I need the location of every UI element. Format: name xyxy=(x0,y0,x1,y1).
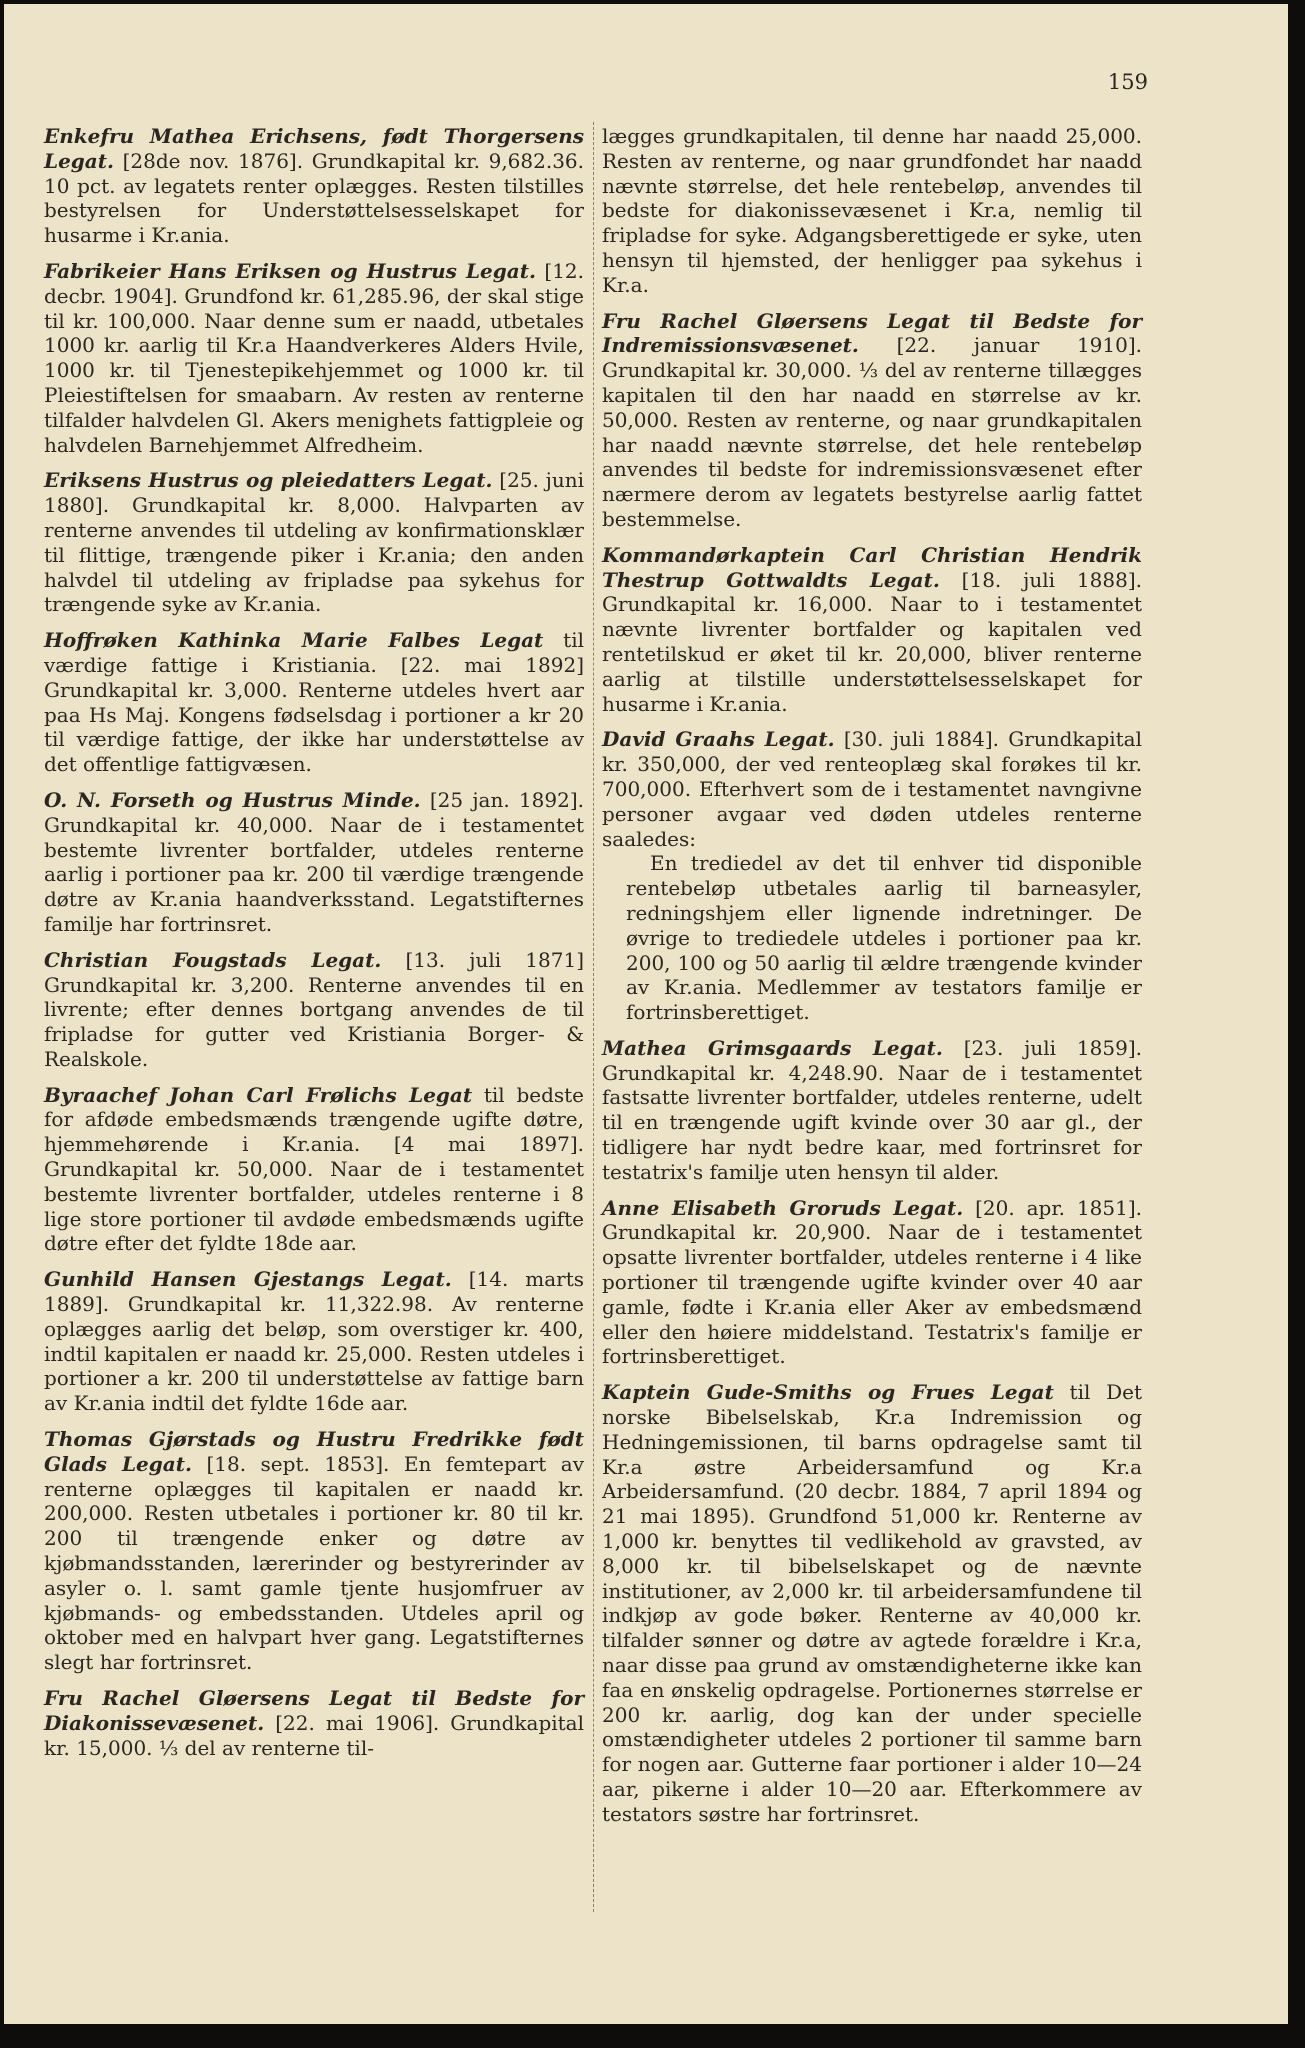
legacy-entry xyxy=(44,468,584,617)
right-column xyxy=(602,124,1142,1838)
entry-text: til Det norske Bibelselskab, Kr.a Indremission og Hedningemissionen, til barns opdragelse samt til Kr.a østre Arbeidersamfund og Kr.a Arbeidersamfund. (20 decbr. 1884, 7 april 1894 og 21 mai 1895). Grundfond 51,000 kr. Renterne av 1,000 kr. benyttes til vedlikehold av gravsted, av 8,000 kr. til bibelselskapet og de nævnte institutioner, av 2,000 kr. til arbeidersamfundene til indkjøp av gode bøker. Renterne av 40,000 kr. tilfalder sønner og døtre av agtede forældre i Kr.a, naar disse paa grund av omstændigheterne ikke kan faa en ønskelig opdragelse. Portionernes størrelse er 200 kr. aarlig, dog kan der under specielle omstændigheter utdeles 2 portioner til samme barn for nogen aar. Gutterne faar portioner i alder 10—24 aar, pikerne i alder 10—20 aar. Efterkommere av testators søstre har fortrinsret. xyxy=(602,1380,1143,1826)
legacy-entry-continuation xyxy=(602,124,1142,298)
entry-text: [13. juli 1871] Grundkapital kr. 3,200. Renterne anvendes til en livrente; efter dennes bortgang anvendes de til fripladse for gutter ved Kristiania Borger- & Realskole. xyxy=(44,947,585,1071)
entry-title: Anne Elisabeth Groruds Legat. xyxy=(602,1195,964,1220)
entry-title: Fru Rachel Gløersens Legat til Bedste for Indremissionsvæsenet. xyxy=(602,308,1142,358)
entry-title: Byraachef Johan Carl Frølichs Legat xyxy=(44,1082,473,1107)
entry-text: [12. decbr. 1904]. Grundfond kr. 61,285.96, der skal stige til kr. 100,000. Naar denne sum er naadd, utbetales 1000 kr. aarlig til Kr.a Haandverkeres Alders Hvile, 1000 kr. til Tjenestepikehjemmet og 1000 kr. til Pleiestiftelsen for smaabarn. Av resten av renterne tilfalder halvdelen Gl. Akers menighets fattigpleie og halvdelen Barnehjemmet Alfredheim. xyxy=(44,258,584,457)
entry-text: [25 jan. 1892]. Grundkapital kr. 40,000. Naar de i testamentet bestemte livrenter bortfalder, utdeles renterne aarlig i portioner paa kr. 200 til værdige trængende døtre av Kr.ania haandverksstand. Legatstifternes familje har fortrinsret. xyxy=(44,787,585,936)
entry-title: O. N. Forseth og Hustrus Minde. xyxy=(44,787,421,812)
legacy-entry xyxy=(44,788,584,937)
legacy-entry xyxy=(602,1380,1142,1826)
entry-text: [28de nov. 1876]. Grundkapital kr. 9,682.36. 10 pct. av legatets renter oplægges. Resten tilstilles bestyrelsen for Understøttelsesselskapet for husarme i Kr.ania. xyxy=(44,148,585,248)
entry-title: Fru Rachel Gløersens Legat til Bedste for Diakonissevæsenet. xyxy=(44,1686,584,1735)
legacy-entry xyxy=(44,1083,584,1257)
entry-text: [25. juni 1880]. Grundkapital kr. 8,000. Halvparten av renterne anvendes til utdeling av konfirmationsklær til flittige, trængende piker i Kr.ania; den anden halvdel til utdeling av fripladse paa sykehus for trængende syke av Kr.ania. xyxy=(44,468,584,617)
document-page xyxy=(4,4,1288,2024)
legacy-entry xyxy=(44,1427,584,1675)
entry-title: Mathea Grimsgaards Legat. xyxy=(602,1035,943,1060)
entry-title: Eriksens Hustrus og pleiedatters Legat. xyxy=(44,468,493,493)
entry-title: Enkefru Mathea Erichsens, født Thorgersens Legat. xyxy=(44,124,584,173)
entry-text: til værdige fattige i Kristiania. [22. mai 1892] Grundkapital kr. 3,000. Renterne utdeles hvert aar paa Hs Maj. Kongens fødselsdag i portioner a kr 20 til værdige fattige, der ikke har understøttelse av det offentlige fattigvæsen. xyxy=(44,628,585,777)
legacy-entry xyxy=(44,1267,584,1416)
entry-title: Thomas Gjørstads og Hustru Fredrikke født Glads Legat. xyxy=(44,1427,584,1476)
left-column xyxy=(44,124,584,1771)
entry-text: lægges grundkapitalen, til denne har naadd 25,000. Resten av renterne, og naar grundfondet har naadd nævnte størrelse, det hele rentebeløp, anvendes til bedste for diakonissevæsenet i Kr.a, nemlig til fripladse for syke. Adgangsberettigede er syke, uten hensyn til hjemsted, der henligger paa sykehus i Kr.a. xyxy=(602,124,1142,297)
entry-title: David Graahs Legat. xyxy=(602,727,835,752)
legacy-entry xyxy=(44,259,584,457)
legacy-entry xyxy=(602,727,1142,1025)
entry-text: [22. januar 1910]. Grundkapital kr. 30,000. ⅓ del av renterne tillægges kapitalen til den har naadd en størrelse av kr. 50,000. Resten av renterne, og naar grundkapitalen har naadd nævnte størrelse, det hele rentebeløp anvendes til bedste for indremissionsvæsenet efter nærmere derom av legatets bestyrelse aarlig fattet bestemmelse. xyxy=(602,333,1142,531)
entry-text: [18. sept. 1853]. En femtepart av renterne oplægges til kapitalen er naadd kr. 200,000. Resten utbetales i portioner kr. 80 til kr. 200 til trængende enker og døtre av kjøbmandsstanden, lærerinder og bestyrerinder av asyler o. l. samt gamle tjente husjomfruer av kjøbmands- og embedsstanden. Utdeles april og oktober med en halvpart hver gang. Legatstifternes slegt har fortrinsret. xyxy=(44,1451,585,1675)
legacy-entry xyxy=(44,124,584,248)
entry-text: [18. juli 1888]. Grundkapital kr. 16,000. Naar to i testamentet nævnte livrenter bortfalder og kapitalen ved rentetilskud er øket til kr. 20,000, bliver renterne aarlig at tilstille understøttelsesselskapet for husarme i Kr.ania. xyxy=(602,567,1142,716)
entry-title: Fabrikeier Hans Eriksen og Hustrus Legat. xyxy=(44,258,536,283)
entry-title: Christian Fougstads Legat. xyxy=(44,947,382,972)
legacy-entry xyxy=(602,309,1142,532)
entry-title: Kommandørkaptein Carl Christian Hendrik Thestrup Gottwaldts Legat. xyxy=(602,542,1142,592)
legacy-entry xyxy=(602,1196,1142,1370)
entry-text: [23. juli 1859]. Grundkapital kr. 4,248.90. Naar de i testamentet fastsatte livrenter bortfalder, utdeles renterne, udelt til en trængende ugift kvinde over 30 aar gl., der tidligere har nydt bedre kaar, med fortrinsret for testatrix's familje uten hensyn til alder. xyxy=(602,1035,1142,1184)
entry-title: Kaptein Gude-Smiths og Frues Legat xyxy=(602,1380,1054,1405)
entry-text: [22. mai 1906]. Grundkapital kr. 15,000. ⅓ del av renterne til- xyxy=(44,1710,584,1760)
entry-text: [30. juli 1884]. Grundkapital kr. 350,000, der ved renteoplæg skal forøkes til kr. 700,000. Efterhvert som de i testamentet navngivne personer avgaar ved døden utdeles renterne saaledes: xyxy=(602,727,1142,851)
entry-text: til bedste for afdøde embedsmænds trængende ugifte døtre, hjemmehørende i Kr.ania. [4 mai 1897]. Grundkapital kr. 50,000. Naar de i testamentet bestemte livrenter bortfalder, utdeles renterne i 8 lige store portioner til avdøde embedsmænds ugifte døtre efter det fyldte 18de aar. xyxy=(44,1082,585,1256)
legacy-entry xyxy=(44,948,584,1072)
legacy-entry xyxy=(44,1686,584,1760)
entry-title: Hoffrøken Kathinka Marie Falbes Legat xyxy=(44,628,544,653)
entry-text: [14. marts 1889]. Grundkapital kr. 11,322.98. Av renterne oplægges aarlig det beløp, som overstiger kr. 400, indtil kapitalen er naadd kr. 25,000. Resten utdeles i portioner a kr. 200 til understøttelse av fattige barn av Kr.ania indtil det fyldte 16de aar. xyxy=(44,1267,585,1416)
legacy-entry xyxy=(44,628,584,777)
legacy-entry xyxy=(602,1036,1142,1185)
entry-text: [20. apr. 1851]. Grundkapital kr. 20,900. Naar de i testamentet opsatte livrenter bortfalder, utdeles renterne i 4 like portioner til trængende ugifte kvinder over 40 aar gamle, fødte i Kr.ania eller Aker av embedsmænd eller den høiere middelstand. Testatrix's familje er fortrinsberettiget. xyxy=(602,1195,1142,1369)
column-divider xyxy=(593,122,594,1912)
entry-paragraph: En trediedel av det til enhver tid disponible rentebeløp utbetales aarlig til barneasyler, redningshjem eller lignende indretninger. De øvrige to trediedele utdeles i portioner paa kr. 200, 100 og 50 aarlig til ældre trængende kvinder av Kr.ania. Medlemmer av testators familje er fortrinsberettiget. xyxy=(626,851,1142,1025)
entry-title: Gunhild Hansen Gjestangs Legat. xyxy=(44,1267,452,1292)
legacy-entry xyxy=(602,543,1142,717)
page-number: 159 xyxy=(1107,70,1148,94)
